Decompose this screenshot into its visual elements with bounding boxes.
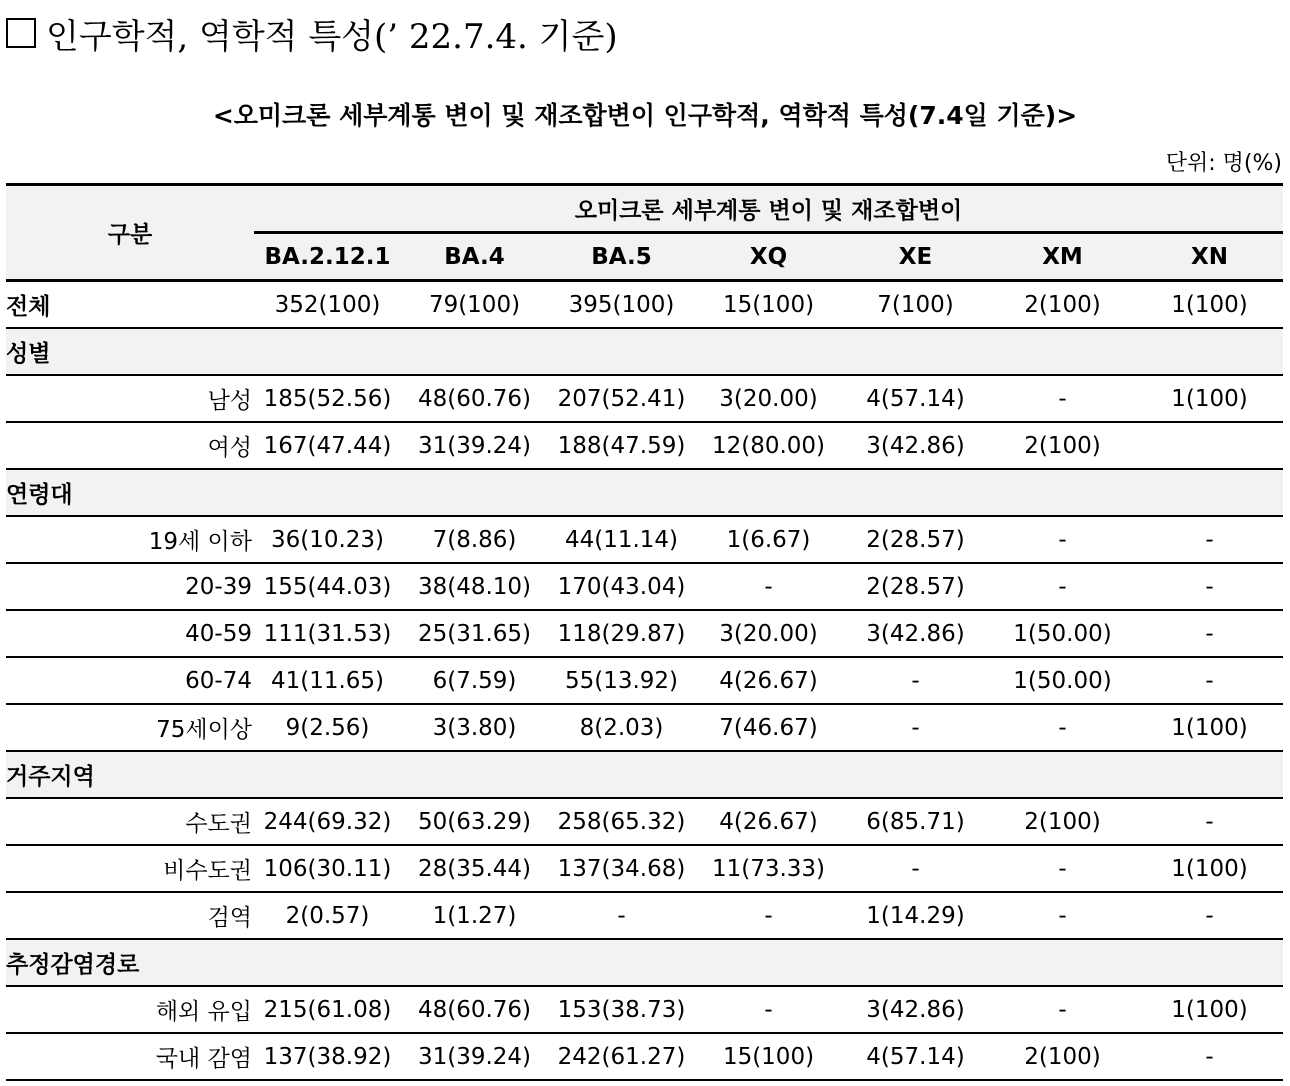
table-cell: 3(3.80) <box>401 704 548 751</box>
corner-header: 구분 <box>6 185 254 281</box>
table-cell: 11(73.33) <box>695 845 842 892</box>
table-cell: 1(100) <box>1136 281 1283 329</box>
table-cell: 44(11.14) <box>548 516 695 563</box>
table-cell: 1(14.29) <box>842 892 989 939</box>
table-cell: - <box>1136 798 1283 845</box>
table-cell: 25(31.65) <box>401 610 548 657</box>
table-cell: - <box>989 892 1136 939</box>
table-cell: - <box>695 563 842 610</box>
section-heading-text: 인구학적, 역학적 특성(’ 22.7.4. 기준) <box>46 16 618 57</box>
table-cell: 36(10.23) <box>254 516 401 563</box>
row-label: 75세이상 <box>6 704 254 751</box>
table-cell: - <box>695 892 842 939</box>
table-row <box>6 610 1283 657</box>
table-cell: - <box>842 845 989 892</box>
table-cell: 28(35.44) <box>401 845 548 892</box>
table-caption: <오미크론 세부계통 변이 및 재조합변이 인구학적, 역학적 특성(7.4일 기준)> <box>212 101 1078 130</box>
table-cell: 242(61.27) <box>548 1033 695 1080</box>
table-cell: 244(69.32) <box>254 798 401 845</box>
column-header-xe: XE <box>842 233 989 281</box>
row-label: 여성 <box>6 422 254 469</box>
table-cell: - <box>989 516 1136 563</box>
table-cell: 3(42.86) <box>842 986 989 1033</box>
table-cell: 188(47.59) <box>548 422 695 469</box>
table-cell: 7(8.86) <box>401 516 548 563</box>
table-cell: - <box>989 986 1136 1033</box>
category-label: 연령대 <box>6 469 1283 516</box>
table-cell: 4(26.67) <box>695 798 842 845</box>
category-row <box>6 751 1283 798</box>
row-label: 전체 <box>6 281 254 329</box>
column-header-xm: XM <box>989 233 1136 281</box>
table-cell: 111(31.53) <box>254 610 401 657</box>
table-cell: 4(26.67) <box>695 657 842 704</box>
row-label: 비수도권 <box>6 845 254 892</box>
table-cell: 1(100) <box>1136 375 1283 422</box>
table-cell: 1(50.00) <box>989 610 1136 657</box>
table-cell: - <box>548 892 695 939</box>
table-cell: 2(100) <box>989 281 1136 329</box>
table-cell: 50(63.29) <box>401 798 548 845</box>
table-cell: 6(85.71) <box>842 798 989 845</box>
table-cell: 48(60.76) <box>401 986 548 1033</box>
category-label: 성별 <box>6 328 1283 375</box>
table-cell: 185(52.56) <box>254 375 401 422</box>
table-cell: 2(0.57) <box>254 892 401 939</box>
column-header-xq: XQ <box>695 233 842 281</box>
table-cell: 2(100) <box>989 422 1136 469</box>
table-row <box>6 704 1283 751</box>
table-cell: 38(48.10) <box>401 563 548 610</box>
table-cell: 1(50.00) <box>989 657 1136 704</box>
table-cell: 1(1.27) <box>401 892 548 939</box>
category-row <box>6 939 1283 986</box>
table-cell: 215(61.08) <box>254 986 401 1033</box>
category-label: 추정감염경로 <box>6 939 1283 986</box>
table-cell: 1(100) <box>1136 986 1283 1033</box>
column-header-ba-2-12-1: BA.2.12.1 <box>254 233 401 281</box>
table-cell: - <box>989 704 1136 751</box>
variant-characteristics-table <box>6 183 1283 1081</box>
table-cell: 55(13.92) <box>548 657 695 704</box>
table-cell: 2(28.57) <box>842 563 989 610</box>
table-cell: 15(100) <box>695 281 842 329</box>
table-cell: 207(52.41) <box>548 375 695 422</box>
table-row <box>6 657 1283 704</box>
table-row <box>6 845 1283 892</box>
table-cell: 15(100) <box>695 1033 842 1080</box>
table-row <box>6 892 1283 939</box>
row-label: 60-74 <box>6 657 254 704</box>
table-cell: 170(43.04) <box>548 563 695 610</box>
table-cell: - <box>989 375 1136 422</box>
table-cell: 1(100) <box>1136 704 1283 751</box>
row-label: 남성 <box>6 375 254 422</box>
row-label: 해외 유입 <box>6 986 254 1033</box>
row-label: 수도권 <box>6 798 254 845</box>
table-cell: 137(34.68) <box>548 845 695 892</box>
table-row <box>6 798 1283 845</box>
column-header-xn: XN <box>1136 233 1283 281</box>
table-cell: - <box>989 563 1136 610</box>
section-heading <box>6 8 618 58</box>
table-cell: 2(100) <box>989 1033 1136 1080</box>
category-row <box>6 328 1283 375</box>
table-cell: - <box>842 657 989 704</box>
table-cell: 41(11.65) <box>254 657 401 704</box>
table-cell: 106(30.11) <box>254 845 401 892</box>
table-cell: - <box>1136 516 1283 563</box>
column-header-ba-5: BA.5 <box>548 233 695 281</box>
table-cell: 4(57.14) <box>842 1033 989 1080</box>
table-cell: - <box>1136 563 1283 610</box>
table-cell: 31(39.24) <box>401 1033 548 1080</box>
unit-label: 단위: 명(%) <box>1165 151 1282 176</box>
table-cell: - <box>695 986 842 1033</box>
row-label: 40-59 <box>6 610 254 657</box>
table-cell: 79(100) <box>401 281 548 329</box>
row-label: 검역 <box>6 892 254 939</box>
table-cell: 258(65.32) <box>548 798 695 845</box>
table-cell: 1(6.67) <box>695 516 842 563</box>
table-cell: 12(80.00) <box>695 422 842 469</box>
table-cell: 3(42.86) <box>842 422 989 469</box>
table-cell: - <box>1136 892 1283 939</box>
table-cell: 118(29.87) <box>548 610 695 657</box>
table-cell: 153(38.73) <box>548 986 695 1033</box>
table-cell: 1(100) <box>1136 845 1283 892</box>
table-cell: - <box>1136 610 1283 657</box>
table-cell: 167(47.44) <box>254 422 401 469</box>
category-label: 거주지역 <box>6 751 1283 798</box>
total-row <box>6 281 1283 329</box>
table-cell: 155(44.03) <box>254 563 401 610</box>
row-label: 20-39 <box>6 563 254 610</box>
table-cell: 352(100) <box>254 281 401 329</box>
table-row <box>6 1033 1283 1080</box>
table-cell: 137(38.92) <box>254 1033 401 1080</box>
table-cell: 31(39.24) <box>401 422 548 469</box>
table-cell: 9(2.56) <box>254 704 401 751</box>
table-cell: 7(46.67) <box>695 704 842 751</box>
table-cell: 4(57.14) <box>842 375 989 422</box>
table-cell: - <box>989 845 1136 892</box>
table-row <box>6 422 1283 469</box>
table-row <box>6 563 1283 610</box>
table-cell: 2(100) <box>989 798 1136 845</box>
table-cell: 7(100) <box>842 281 989 329</box>
checkbox-square-icon <box>6 18 36 48</box>
table-cell: 8(2.03) <box>548 704 695 751</box>
table-cell: 6(7.59) <box>401 657 548 704</box>
table-cell: 3(42.86) <box>842 610 989 657</box>
row-label: 국내 감염 <box>6 1033 254 1080</box>
table-cell: 2(28.57) <box>842 516 989 563</box>
table-cell: - <box>1136 1033 1283 1080</box>
row-label: 19세 이하 <box>6 516 254 563</box>
group-header: 오미크론 세부계통 변이 및 재조합변이 <box>254 185 1283 233</box>
table-row <box>6 375 1283 422</box>
category-row <box>6 469 1283 516</box>
column-header-ba-4: BA.4 <box>401 233 548 281</box>
table-cell: - <box>1136 657 1283 704</box>
table-cell: 3(20.00) <box>695 375 842 422</box>
table-row <box>6 986 1283 1033</box>
table-row <box>6 516 1283 563</box>
table-cell <box>1136 422 1283 469</box>
table-cell: - <box>842 704 989 751</box>
table-cell: 395(100) <box>548 281 695 329</box>
table-cell: 3(20.00) <box>695 610 842 657</box>
table-cell: 48(60.76) <box>401 375 548 422</box>
